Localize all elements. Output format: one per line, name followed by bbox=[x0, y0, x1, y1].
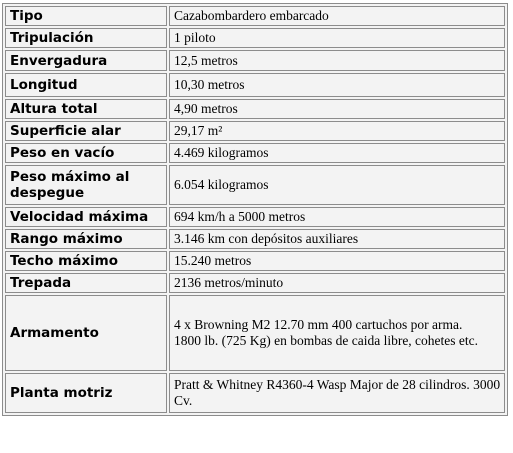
table-row bbox=[5, 73, 505, 97]
row-label: Armamento bbox=[5, 295, 167, 371]
table-row bbox=[5, 121, 505, 141]
value-line: 4.469 kilogramos bbox=[174, 145, 269, 160]
value-line: 2136 metros/minuto bbox=[174, 275, 284, 290]
table-row bbox=[5, 295, 505, 371]
row-value bbox=[169, 165, 505, 205]
table-row bbox=[5, 251, 505, 271]
table-row bbox=[5, 143, 505, 163]
row-label: Techo máximo bbox=[5, 251, 167, 271]
row-label: Velocidad máxima bbox=[5, 207, 167, 227]
row-value bbox=[169, 121, 505, 141]
value-line: 6.054 kilogramos bbox=[174, 177, 269, 192]
row-value bbox=[169, 273, 505, 293]
row-label: Superficie alar bbox=[5, 121, 167, 141]
row-label: Altura total bbox=[5, 99, 167, 119]
table-row bbox=[5, 6, 505, 26]
row-value bbox=[169, 295, 505, 371]
value-line: 1 piloto bbox=[174, 30, 216, 45]
value-line: 29,17 m² bbox=[174, 123, 223, 138]
row-value bbox=[169, 99, 505, 119]
row-value bbox=[169, 251, 505, 271]
row-label: Longitud bbox=[5, 73, 167, 97]
table-row bbox=[5, 99, 505, 119]
value-line: 1800 lb. (725 Kg) en bombas de caida libre, cohetes etc. bbox=[174, 333, 479, 348]
value-line: 694 km/h a 5000 metros bbox=[174, 209, 306, 224]
row-label: Tipo bbox=[5, 6, 167, 26]
row-value bbox=[169, 373, 505, 413]
table-row bbox=[5, 273, 505, 293]
row-label: Planta motriz bbox=[5, 373, 167, 413]
row-label: Peso máximo al despegue bbox=[5, 165, 167, 205]
value-line: 12,5 metros bbox=[174, 52, 238, 68]
table-row bbox=[5, 165, 505, 205]
row-label: Trepada bbox=[5, 273, 167, 293]
table-row bbox=[5, 207, 505, 227]
row-value bbox=[169, 229, 505, 249]
row-value bbox=[169, 50, 505, 71]
row-value bbox=[169, 207, 505, 227]
row-label: Peso en vacío bbox=[5, 143, 167, 163]
value-line: 4,90 metros bbox=[174, 101, 238, 116]
value-line: 3.146 km con depósitos auxiliares bbox=[174, 231, 359, 246]
row-value bbox=[169, 28, 505, 48]
table-row bbox=[5, 50, 505, 71]
value-line: Pratt & Whitney R4360-4 Wasp Major de 28 cilindros. 3000 Cv. bbox=[174, 377, 501, 408]
table-row bbox=[5, 28, 505, 48]
row-label: Tripulación bbox=[5, 28, 167, 48]
row-value bbox=[169, 6, 505, 26]
value-line: Cazabombardero embarcado bbox=[174, 8, 329, 23]
table-row bbox=[5, 229, 505, 249]
specifications-table bbox=[2, 3, 508, 416]
row-value bbox=[169, 73, 505, 97]
value-line: 4 x Browning M2 12.70 mm 400 cartuchos por arma. bbox=[174, 317, 463, 332]
value-line: 10,30 metros bbox=[174, 77, 245, 92]
row-label: Envergadura bbox=[5, 50, 167, 71]
row-label: Rango máximo bbox=[5, 229, 167, 249]
table-row bbox=[5, 373, 505, 413]
value-line: 15.240 metros bbox=[174, 253, 252, 268]
row-value bbox=[169, 143, 505, 163]
